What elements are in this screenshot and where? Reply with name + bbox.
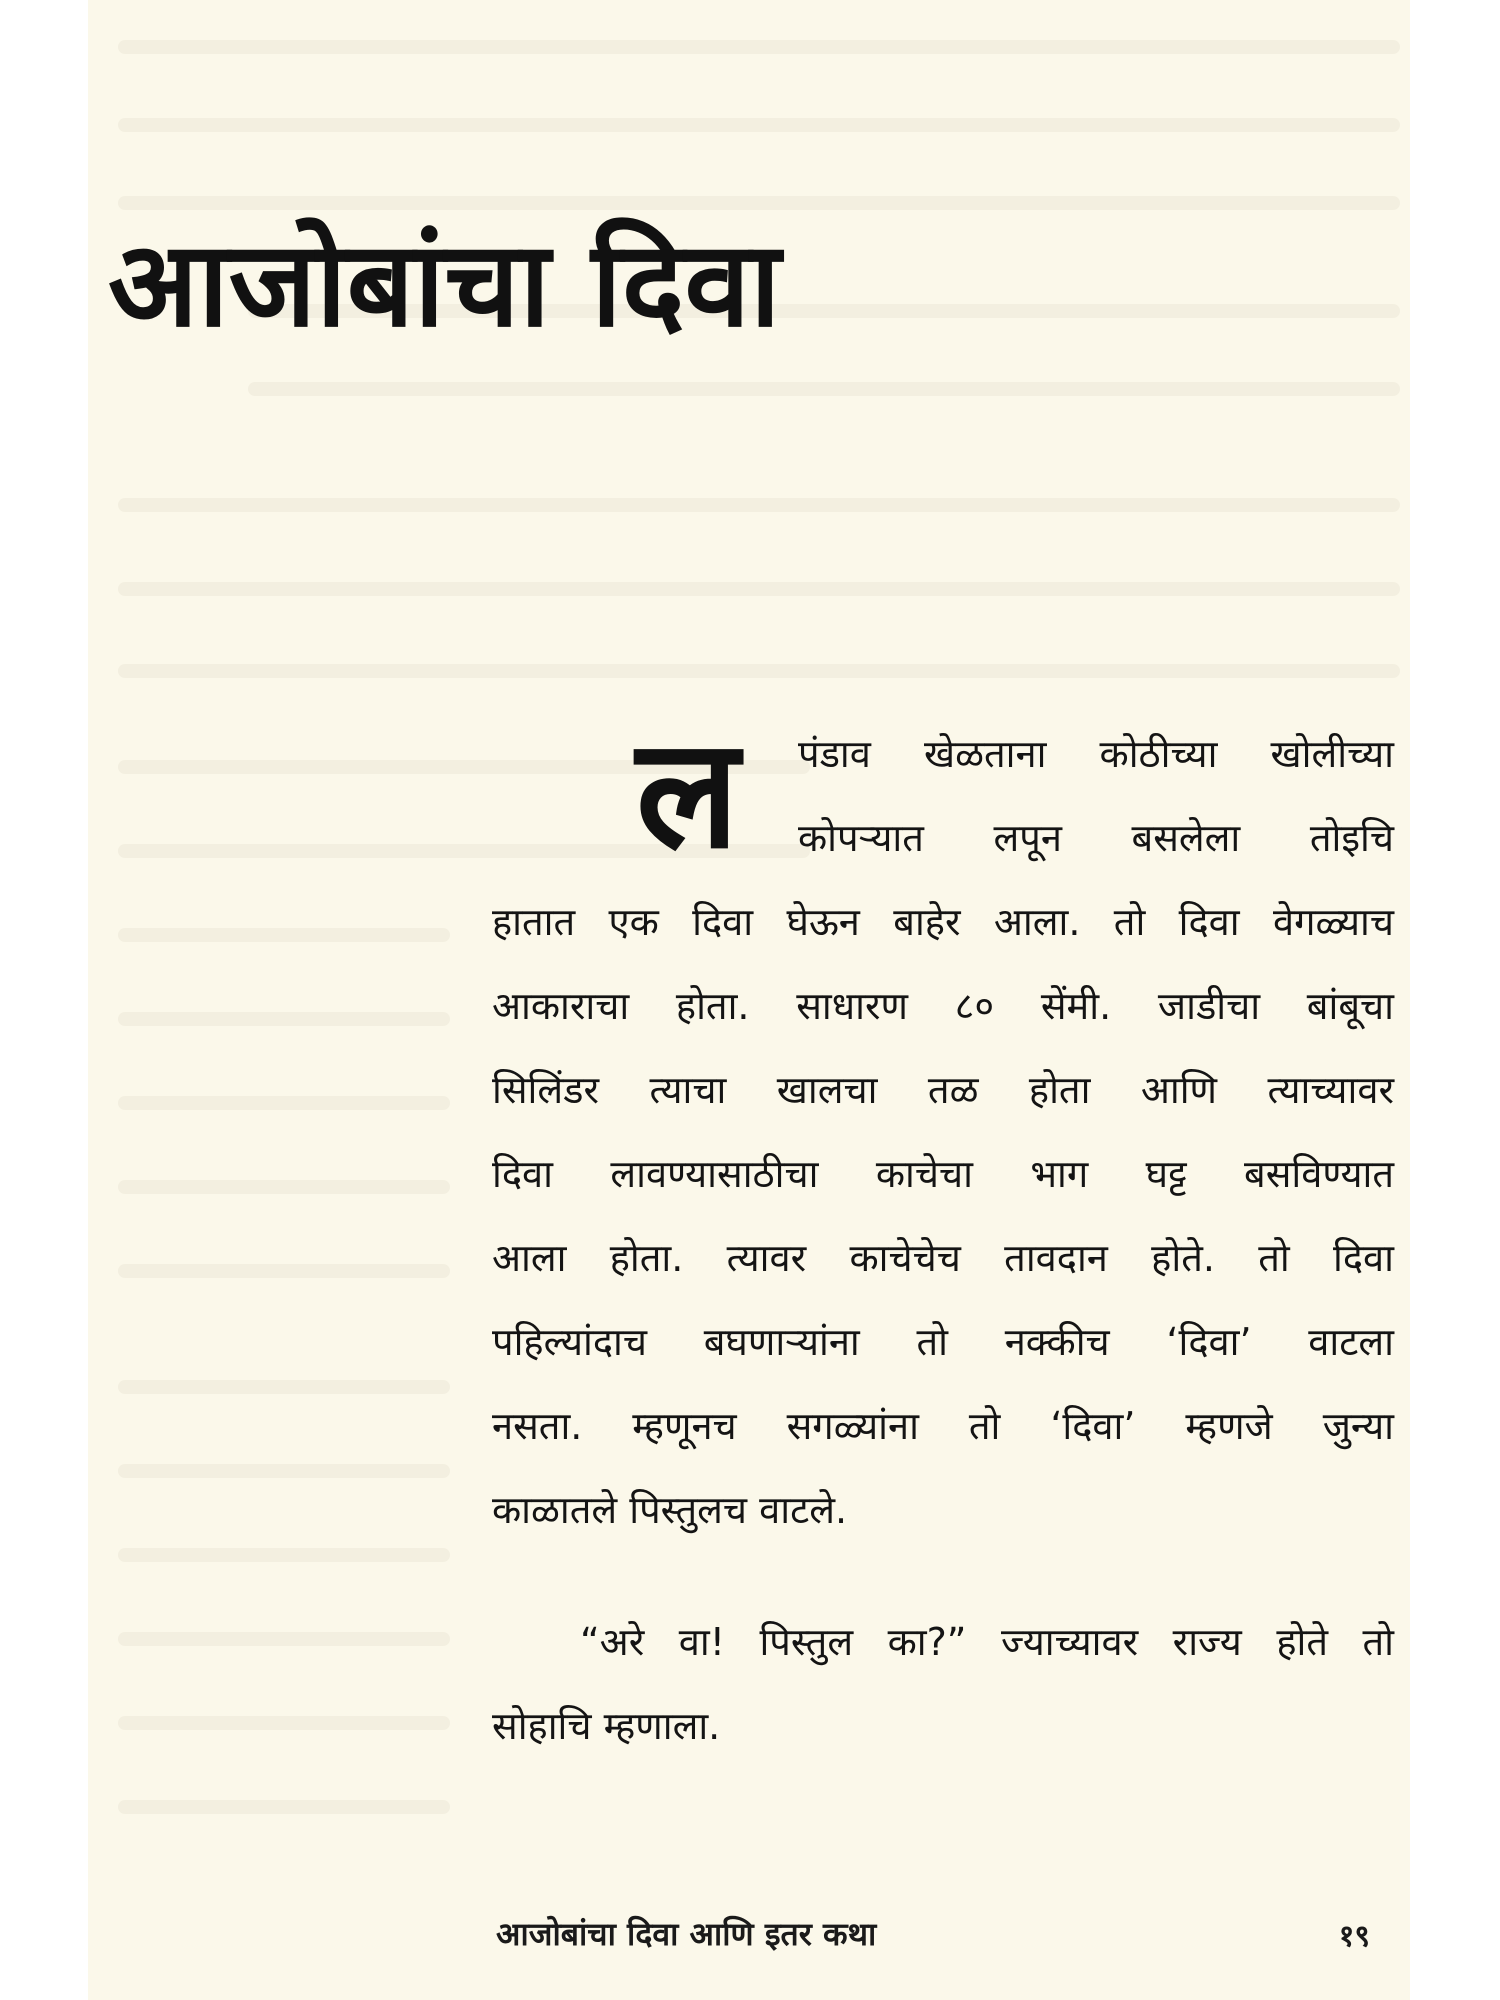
bleed-through-line [118, 196, 1400, 210]
bleed-through-line [118, 1548, 450, 1562]
bleed-through-line [118, 40, 1400, 54]
paragraph-line: सिलिंडर त्याचा खालचा तळ होता आणि त्याच्यावर [492, 1068, 1394, 1112]
paragraph-line: आला होता. त्यावर काचेचेच तावदान होते. तो दिवा [492, 1236, 1394, 1280]
bleed-through-line [118, 1380, 450, 1394]
paragraph-line: आकाराचा होता. साधारण ८० सेंमी. जाडीचा बांबूचा [492, 984, 1394, 1028]
bleed-through-line [248, 382, 1400, 396]
bleed-through-line [118, 582, 1400, 596]
paragraph-line: “अरे वा! पिस्तुल का?” ज्याच्यावर राज्य होते तो [580, 1620, 1394, 1664]
second-paragraph [492, 1600, 1394, 1768]
drop-cap-line-2: कोपऱ्यात लपून बसलेला तोइचि [798, 816, 1394, 860]
bleed-through-line [118, 928, 450, 942]
bleed-through-line [118, 1800, 450, 1814]
bleed-through-line [118, 118, 1400, 132]
paragraph-line: दिवा लावण्यासाठीचा काचेचा भाग घट्ट बसविण्यात [492, 1152, 1394, 1196]
bleed-through-line [118, 1096, 450, 1110]
paragraph-line: नसता. म्हणूनच सगळ्यांना तो ‘दिवा’ म्हणजे जुन्या [492, 1404, 1394, 1448]
bleed-through-line [118, 498, 1400, 512]
page-number: १९ [1338, 1919, 1370, 1954]
drop-cap: ल [636, 705, 740, 882]
bleed-through-line [118, 1632, 450, 1646]
paragraph-line: हातात एक दिवा घेऊन बाहेर आला. तो दिवा वेगळ्याच [492, 900, 1394, 944]
paragraph-line: सोहाचि म्हणाला. [492, 1704, 721, 1748]
book-page [88, 0, 1410, 2000]
running-footer-title: आजोबांचा दिवा आणि इतर कथा [496, 1915, 877, 1953]
drop-cap-line-1: पंडाव खेळताना कोठीच्या खोलीच्या [798, 732, 1394, 776]
bleed-through-line [118, 1264, 450, 1278]
bleed-through-line [118, 1464, 450, 1478]
paragraph-line: पहिल्यांदाच बघणाऱ्यांना तो नक्कीच ‘दिवा’ वाटला [492, 1320, 1394, 1364]
chapter-title: आजोबांचा दिवा [108, 215, 781, 353]
bleed-through-line [118, 664, 1400, 678]
bleed-through-line [118, 1180, 450, 1194]
bleed-through-line [118, 1716, 450, 1730]
bleed-through-line [118, 1012, 450, 1026]
paragraph-line: काळातले पिस्तुलच वाटले. [492, 1488, 848, 1532]
first-paragraph-body [492, 880, 1394, 1552]
